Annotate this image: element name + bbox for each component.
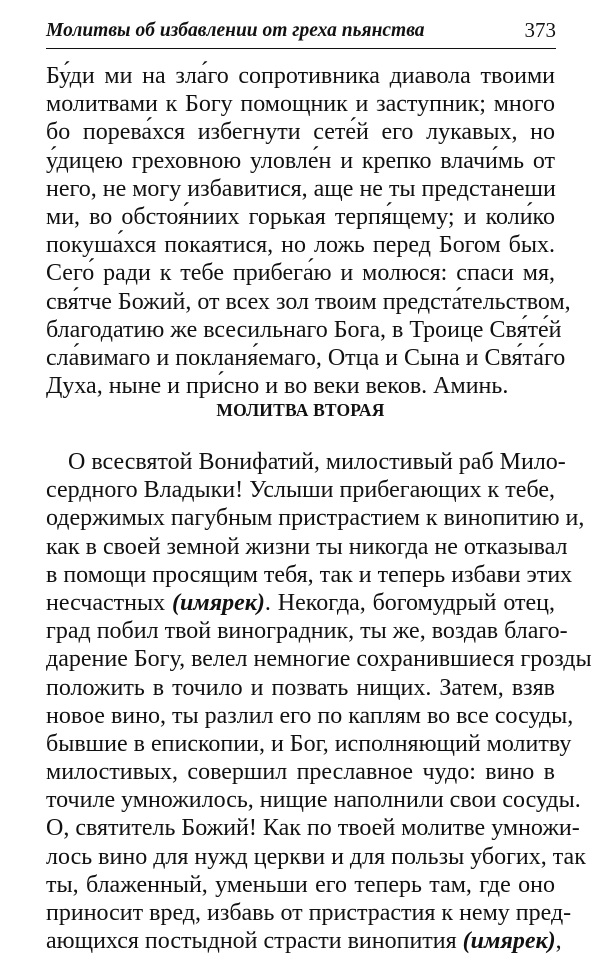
text-line: дарение Богу, велел немногие сохранившиеся грозды bbox=[46, 646, 592, 673]
text-line: точиле умножилось, нищие наполнили свои сосуды. bbox=[46, 787, 581, 814]
text-line: молитвами к Богу помощник и заступник; много bbox=[46, 91, 555, 118]
text-line: него, не могу избавитися, аще не ты предстанеши bbox=[46, 175, 556, 202]
page-number: 373 bbox=[524, 18, 556, 42]
text-line: О, святитель Божий! Как по твоей молитве умножи- bbox=[46, 815, 580, 842]
text-line: ми, во обстоя́ниих горькая терпя́щему; и коли́ко bbox=[46, 203, 555, 230]
text-line: О всесвятой Вонифатий, милостивый раб Мило- bbox=[68, 449, 566, 475]
text-line: как в своей земной жизни ты никогда не отказывал bbox=[46, 533, 568, 560]
text-line: Бу́ди ми на зла́го сопротивника диавола твоими bbox=[46, 63, 555, 89]
text-line: в помощи просящим тебя, так и теперь избави этих bbox=[46, 561, 573, 588]
text-line: сердного Владыки! Услыши прибегающих к тебе, bbox=[46, 477, 555, 504]
running-head bbox=[46, 14, 556, 49]
name-placeholder: (имярек) bbox=[462, 928, 556, 955]
text-line: несчастных (имярек). Некогда, богомудрый отец, bbox=[46, 589, 555, 616]
text-line: лось вино для нужд церкви и для пользы убогих, так bbox=[46, 843, 586, 870]
running-title: Молитвы об избавлении от греха пьянства bbox=[46, 20, 425, 41]
text-line: бо порева́хся избегнути сете́й его лукавых, но bbox=[46, 119, 555, 146]
section-heading: МОЛИТВА ВТОРАЯ bbox=[216, 400, 385, 420]
text-line: сла́вимаго и покланя́емаго, Отца и Сына и Свя́та́го bbox=[46, 344, 566, 371]
text-line: приносит вред, избавь от пристрастия к нему пред- bbox=[46, 900, 572, 926]
text-line: Сего́ ради к тебе прибега́ю и молюся: спаси мя, bbox=[46, 260, 555, 287]
text-line: свя́тче Божий, от всех зол твоим предста́тельством, bbox=[46, 288, 571, 315]
text-line: бывшие в епископии, и Бог, исполняющий молитву bbox=[46, 730, 572, 757]
text-line: ающихся постыдной страсти винопития (имярек), bbox=[46, 928, 562, 955]
text-line: новое вино, ты разлил его по каплям во все сосуды, bbox=[46, 702, 574, 729]
text-line: милостивых, совершил преславное чудо: вино в bbox=[46, 759, 555, 786]
text-line: у́дицею греховною уловле́н и крепко влачи́мь от bbox=[46, 147, 555, 174]
prayer-two-text bbox=[46, 448, 592, 955]
text-line: Духа, ныне и при́сно и во веки веков. Аминь. bbox=[46, 373, 509, 400]
text-line: благодатию же всесильнаго Бога, в Троице Свя́те́й bbox=[46, 316, 562, 343]
text-line: покуша́хся покаятися, но ложь перед Богом бых. bbox=[46, 232, 555, 259]
text-line: град побил твой виноградник, ты же, воздав благо- bbox=[46, 618, 568, 645]
text-line: ты, блаженный, уменьши его теперь там, где оно bbox=[46, 871, 555, 898]
text-line: одержимых пагубным пристрастием к винопитию и, bbox=[46, 505, 585, 532]
name-placeholder: (имярек) bbox=[171, 589, 265, 616]
text-line: положить в точило и позвать нищих. Затем, взяв bbox=[46, 674, 555, 701]
prayer-one-text bbox=[46, 62, 571, 400]
